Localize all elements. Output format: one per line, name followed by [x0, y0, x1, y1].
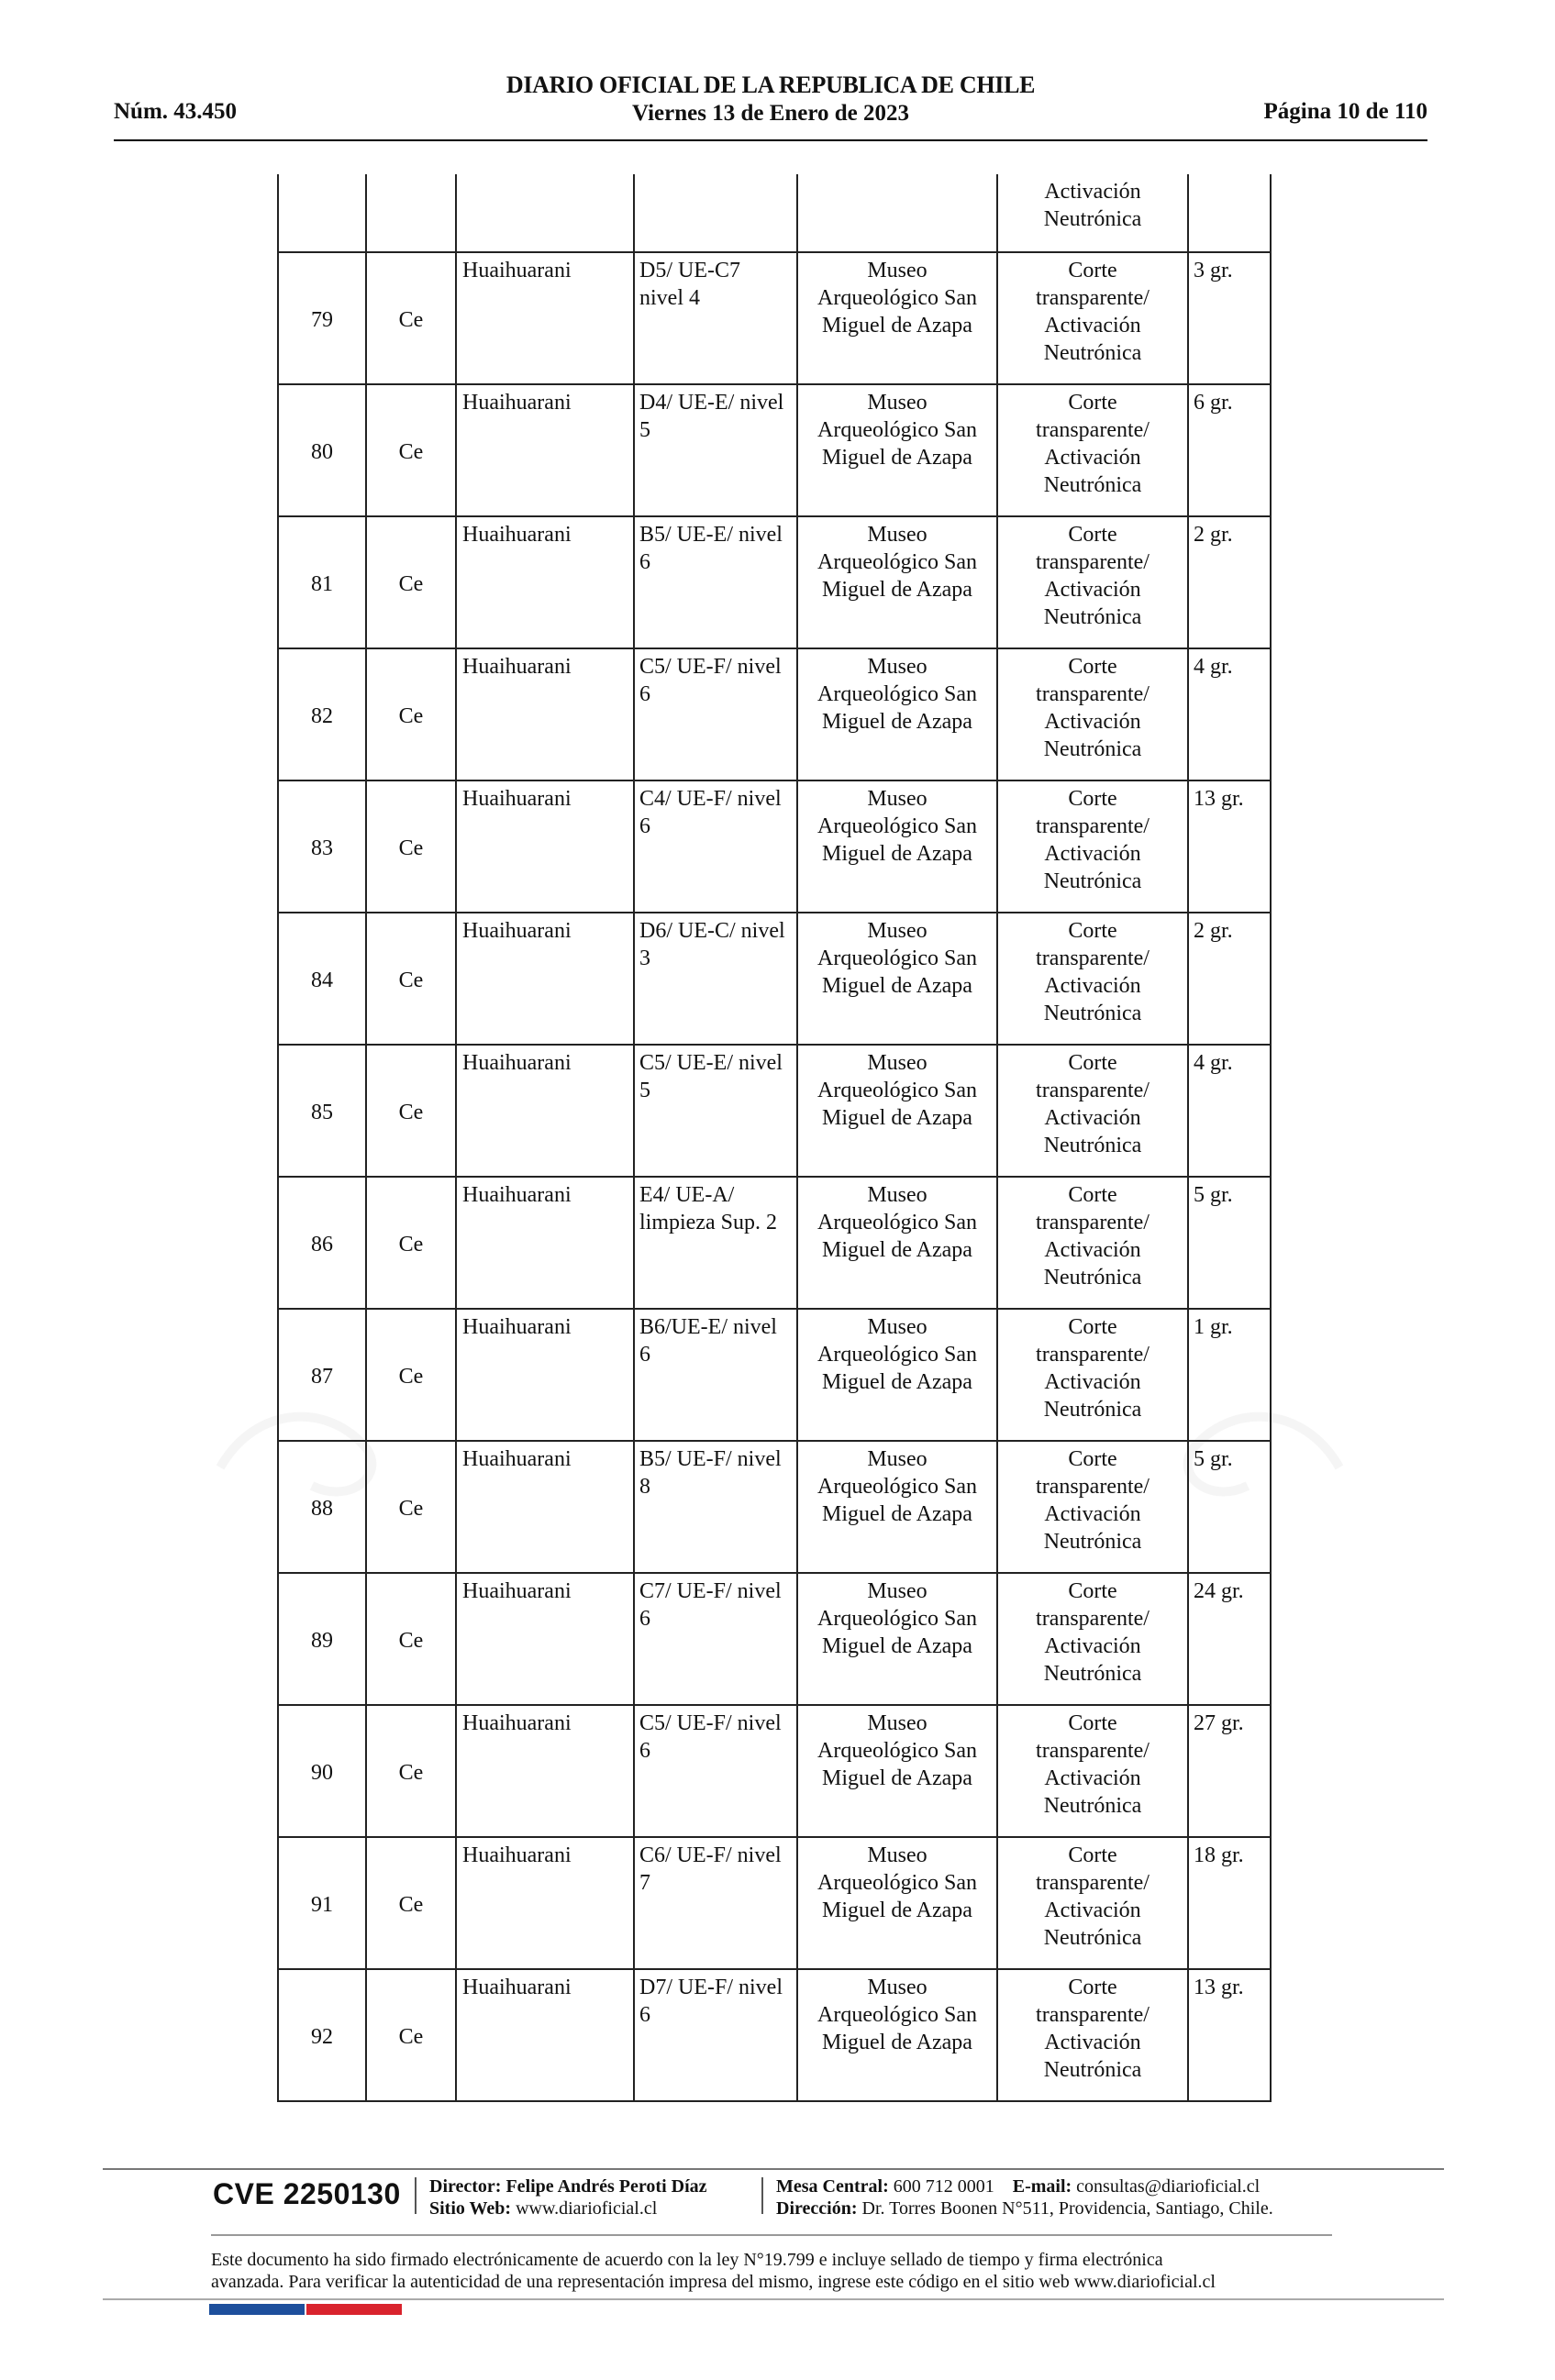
museum-line: Museo [867, 523, 927, 547]
analysis-line: Activación [1044, 446, 1141, 470]
analysis-line: Neutrónica [1043, 207, 1142, 231]
museum-cell [797, 1309, 997, 1441]
museum-line: Museo [867, 391, 927, 415]
cell [278, 174, 366, 252]
location-line: 6 [639, 1607, 650, 1631]
weight-cell: 4 gr. [1188, 648, 1271, 780]
weight-cell: 27 gr. [1188, 1705, 1271, 1837]
analysis-line: transparente/ [1036, 418, 1150, 442]
location-line: D7/ UE-F/ nivel [639, 1976, 783, 1999]
footer-separator [761, 2177, 763, 2214]
analysis-line: Activación [1044, 1898, 1141, 1922]
analysis-cell [997, 1705, 1188, 1837]
footer-top-divider [103, 2168, 1444, 2170]
analysis-line: Corte [1068, 655, 1117, 679]
analysis-cell [997, 1969, 1188, 2101]
location-cell [634, 384, 797, 516]
page-header [114, 72, 1427, 141]
row-number: 84 [278, 913, 366, 1045]
location-line: C6/ UE-F/ nivel [639, 1843, 782, 1867]
museum-line: Arqueológico San [817, 682, 977, 706]
row-number: 92 [278, 1969, 366, 2101]
weight-cell: 4 gr. [1188, 1045, 1271, 1177]
row-number: 90 [278, 1705, 366, 1837]
museum-line: Museo [867, 1315, 927, 1339]
row-number: 87 [278, 1309, 366, 1441]
cell [1188, 174, 1271, 252]
museum-line: Miguel de Azapa [822, 314, 972, 338]
site-name: Huaihuarani [456, 1177, 634, 1309]
location-cell [634, 516, 797, 648]
location-line: 7 [639, 1871, 650, 1895]
element-symbol: Ce [366, 1045, 456, 1177]
location-line: 6 [639, 1739, 650, 1763]
analysis-line: Neutrónica [1043, 2058, 1142, 2082]
location-cell [634, 913, 797, 1045]
table-row [278, 1705, 1271, 1837]
site-name: Huaihuarani [456, 1441, 634, 1573]
museum-line: Arqueológico San [817, 1343, 977, 1367]
address-label: Dirección: [776, 2198, 858, 2219]
table-row [278, 1309, 1271, 1441]
location-line: B5/ UE-E/ nivel [639, 523, 783, 547]
location-line: D6/ UE-C/ nivel [639, 919, 785, 943]
museum-cell [797, 1969, 997, 2101]
analysis-line: Neutrónica [1043, 1266, 1142, 1290]
element-symbol: Ce [366, 1441, 456, 1573]
weight-cell: 24 gr. [1188, 1573, 1271, 1705]
address-text: Dr. Torres Boonen N°511, Providencia, Santiago, Chile. [861, 2198, 1273, 2219]
museum-line: Arqueológico San [817, 1211, 977, 1234]
element-symbol: Ce [366, 516, 456, 648]
analysis-line: Corte [1068, 919, 1117, 943]
location-line: 8 [639, 1475, 650, 1499]
weight-cell: 2 gr. [1188, 516, 1271, 648]
analysis-line: Neutrónica [1043, 1662, 1142, 1686]
analysis-line: Neutrónica [1043, 473, 1142, 497]
table-row [278, 1573, 1271, 1705]
table-row [278, 1045, 1271, 1177]
director-name: Felipe Andrés Peroti Díaz [505, 2176, 707, 2197]
disclaimer-line: avanzada. Para verificar la autenticidad de una representación impresa del mismo, ingrese este código en el sitio web www.diarioficial.cl [211, 2272, 1216, 2292]
museum-line: Museo [867, 1579, 927, 1603]
analysis-line: Activación [1044, 842, 1141, 866]
museum-line: Museo [867, 1051, 927, 1075]
museum-cell [797, 516, 997, 648]
analysis-line: Neutrónica [1043, 869, 1142, 893]
analysis-line: Activación [1044, 578, 1141, 602]
location-cell [634, 1441, 797, 1573]
footer-disclaimer [211, 2249, 1349, 2293]
footer-bottom-divider [103, 2298, 1444, 2300]
row-number: 80 [278, 384, 366, 516]
analysis-line: Neutrónica [1043, 1794, 1142, 1818]
analysis-line: Activación [1044, 1238, 1141, 1262]
row-number: 81 [278, 516, 366, 648]
museum-line: Miguel de Azapa [822, 446, 972, 470]
analysis-line: transparente/ [1036, 1343, 1150, 1367]
site-name: Huaihuarani [456, 1045, 634, 1177]
museum-line: Arqueológico San [817, 2003, 977, 2027]
weight-cell: 6 gr. [1188, 384, 1271, 516]
weight-cell: 1 gr. [1188, 1309, 1271, 1441]
analysis-line: Neutrónica [1043, 341, 1142, 365]
location-line: 6 [639, 1343, 650, 1367]
museum-line: Museo [867, 259, 927, 282]
museum-line: Arqueológico San [817, 946, 977, 970]
museum-line: Miguel de Azapa [822, 1766, 972, 1790]
cell [634, 174, 797, 252]
row-number: 86 [278, 1177, 366, 1309]
disclaimer-line: Este documento ha sido firmado electrónicamente de acuerdo con la ley N°19.799 e incluye sellado de tiempo y firma electrónica [211, 2250, 1163, 2270]
element-symbol: Ce [366, 913, 456, 1045]
table-row [278, 384, 1271, 516]
phone-number: 600 712 0001 [893, 2176, 994, 2197]
table-row [278, 516, 1271, 648]
site-name: Huaihuarani [456, 516, 634, 648]
analysis-cell [997, 648, 1188, 780]
table-row [278, 1837, 1271, 1969]
location-cell [634, 648, 797, 780]
location-line: 3 [639, 946, 650, 970]
analysis-line: Corte [1068, 1579, 1117, 1603]
analysis-line: transparente/ [1036, 1739, 1150, 1763]
museum-line: Arqueológico San [817, 814, 977, 838]
location-line: C7/ UE-F/ nivel [639, 1579, 782, 1603]
location-line: C4/ UE-F/ nivel [639, 787, 782, 811]
analysis-line: transparente/ [1036, 550, 1150, 574]
site-name: Huaihuarani [456, 384, 634, 516]
weight-cell: 5 gr. [1188, 1177, 1271, 1309]
museum-line: Miguel de Azapa [822, 1370, 972, 1394]
row-number: 85 [278, 1045, 366, 1177]
museum-line: Miguel de Azapa [822, 1238, 972, 1262]
analysis-cell [997, 174, 1188, 252]
analysis-line: Corte [1068, 1976, 1117, 1999]
analysis-line: Neutrónica [1043, 1134, 1142, 1157]
analysis-line: transparente/ [1036, 814, 1150, 838]
analysis-cell [997, 1573, 1188, 1705]
location-cell [634, 1309, 797, 1441]
location-cell [634, 252, 797, 384]
museum-line: Miguel de Azapa [822, 1106, 972, 1130]
element-symbol: Ce [366, 1573, 456, 1705]
analysis-line: Neutrónica [1043, 1926, 1142, 1950]
cell [366, 174, 456, 252]
issue-number: Núm. 43.450 [114, 99, 238, 124]
element-symbol: Ce [366, 780, 456, 913]
flag-stripe-red [306, 2304, 402, 2315]
site-name: Huaihuarani [456, 1969, 634, 2101]
museum-cell [797, 1045, 997, 1177]
museum-line: Arqueológico San [817, 1871, 977, 1895]
analysis-line: transparente/ [1036, 2003, 1150, 2027]
analysis-line: transparente/ [1036, 1211, 1150, 1234]
table-row [278, 1177, 1271, 1309]
data-table [277, 174, 1272, 2102]
analysis-line: Corte [1068, 1315, 1117, 1339]
museum-line: Museo [867, 1976, 927, 1999]
site-name: Huaihuarani [456, 1309, 634, 1441]
analysis-line: Corte [1068, 259, 1117, 282]
location-line: nivel 4 [639, 286, 700, 310]
table-row-continuation [278, 174, 1271, 252]
analysis-line: Activación [1044, 1766, 1141, 1790]
museum-line: Museo [867, 1447, 927, 1471]
analysis-line: Neutrónica [1043, 1530, 1142, 1554]
web-label: Sitio Web: [429, 2198, 512, 2219]
location-cell [634, 1177, 797, 1309]
analysis-line: Activación [1044, 974, 1141, 998]
element-symbol: Ce [366, 1177, 456, 1309]
location-cell [634, 1045, 797, 1177]
weight-cell: 13 gr. [1188, 1969, 1271, 2101]
location-cell [634, 1969, 797, 2101]
location-line: 6 [639, 814, 650, 838]
analysis-line: Neutrónica [1043, 1398, 1142, 1422]
analysis-line: Activación [1044, 1106, 1141, 1130]
museum-cell [797, 1177, 997, 1309]
analysis-cell [997, 1837, 1188, 1969]
location-cell [634, 1837, 797, 1969]
analysis-line: Corte [1068, 1843, 1117, 1867]
analysis-cell [997, 516, 1188, 648]
site-name: Huaihuarani [456, 913, 634, 1045]
director-label: Director: [429, 2176, 502, 2197]
museum-line: Miguel de Azapa [822, 1502, 972, 1526]
table-row [278, 252, 1271, 384]
issue-date: Viernes 13 de Enero de 2023 [631, 101, 910, 126]
element-symbol: Ce [366, 252, 456, 384]
analysis-line: Neutrónica [1043, 605, 1142, 629]
analysis-line: Neutrónica [1043, 1002, 1142, 1025]
museum-cell [797, 648, 997, 780]
footer-director-block [429, 2175, 707, 2219]
analysis-line: Neutrónica [1043, 737, 1142, 761]
footer-mid-divider [211, 2234, 1332, 2236]
phone-label: Mesa Central: [776, 2176, 889, 2197]
weight-cell: 13 gr. [1188, 780, 1271, 913]
location-cell [634, 1705, 797, 1837]
museum-line: Museo [867, 919, 927, 943]
analysis-line: transparente/ [1036, 946, 1150, 970]
museum-line: Arqueológico San [817, 1607, 977, 1631]
location-line: B5/ UE-F/ nivel [639, 1447, 782, 1471]
museum-line: Museo [867, 1183, 927, 1207]
cell [456, 174, 634, 252]
location-line: 6 [639, 2003, 650, 2027]
weight-cell: 2 gr. [1188, 913, 1271, 1045]
analysis-line: transparente/ [1036, 1475, 1150, 1499]
museum-cell [797, 1837, 997, 1969]
page-indicator: Página 10 de 110 [1263, 99, 1427, 124]
museum-cell [797, 384, 997, 516]
row-number: 91 [278, 1837, 366, 1969]
museum-cell [797, 1441, 997, 1573]
museum-line: Museo [867, 787, 927, 811]
museum-line: Arqueológico San [817, 550, 977, 574]
location-line: C5/ UE-F/ nivel [639, 655, 782, 679]
analysis-line: Corte [1068, 1051, 1117, 1075]
analysis-cell [997, 1441, 1188, 1573]
site-name: Huaihuarani [456, 252, 634, 384]
location-line: D5/ UE-C7 [639, 259, 740, 282]
weight-cell: 3 gr. [1188, 252, 1271, 384]
location-line: limpieza Sup. 2 [639, 1211, 777, 1234]
analysis-line: Activación [1044, 1634, 1141, 1658]
museum-cell [797, 1573, 997, 1705]
cell [797, 174, 997, 252]
element-symbol: Ce [366, 1837, 456, 1969]
element-symbol: Ce [366, 1705, 456, 1837]
table-row [278, 648, 1271, 780]
museum-cell [797, 780, 997, 913]
site-name: Huaihuarani [456, 1837, 634, 1969]
analysis-line: Corte [1068, 523, 1117, 547]
museum-line: Museo [867, 655, 927, 679]
museum-line: Arqueológico San [817, 1739, 977, 1763]
museum-line: Miguel de Azapa [822, 1898, 972, 1922]
analysis-line: transparente/ [1036, 286, 1150, 310]
email-label: E-mail: [1012, 2176, 1072, 2197]
analysis-cell [997, 1309, 1188, 1441]
analysis-line: transparente/ [1036, 682, 1150, 706]
element-symbol: Ce [366, 1309, 456, 1441]
museum-line: Miguel de Azapa [822, 842, 972, 866]
museum-line: Miguel de Azapa [822, 974, 972, 998]
email-link[interactable]: consultas@diarioficial.cl [1076, 2176, 1261, 2197]
row-number: 83 [278, 780, 366, 913]
element-symbol: Ce [366, 1969, 456, 2101]
table-row [278, 780, 1271, 913]
site-name: Huaihuarani [456, 1705, 634, 1837]
newspaper-title: DIARIO OFICIAL DE LA REPUBLICA DE CHILE [505, 72, 1036, 98]
location-line: 5 [639, 418, 650, 442]
museum-cell [797, 252, 997, 384]
museum-cell [797, 1705, 997, 1837]
element-symbol: Ce [366, 648, 456, 780]
web-link[interactable]: www.diarioficial.cl [516, 2198, 658, 2219]
weight-cell: 5 gr. [1188, 1441, 1271, 1573]
analysis-line: Corte [1068, 1711, 1117, 1735]
site-name: Huaihuarani [456, 1573, 634, 1705]
site-name: Huaihuarani [456, 648, 634, 780]
analysis-line: Corte [1068, 1183, 1117, 1207]
museum-line: Arqueológico San [817, 1079, 977, 1102]
museum-line: Arqueológico San [817, 418, 977, 442]
location-line: 6 [639, 682, 650, 706]
museum-line: Miguel de Azapa [822, 2031, 972, 2054]
analysis-line: Activación [1044, 180, 1141, 204]
analysis-line: Activación [1044, 2031, 1141, 2054]
analysis-cell [997, 384, 1188, 516]
museum-line: Miguel de Azapa [822, 1634, 972, 1658]
table-row [278, 1441, 1271, 1573]
cve-code: CVE 2250130 [213, 2177, 401, 2210]
row-number: 88 [278, 1441, 366, 1573]
analysis-line: Corte [1068, 1447, 1117, 1471]
analysis-cell [997, 913, 1188, 1045]
location-line: D4/ UE-E/ nivel [639, 391, 784, 415]
location-line: C5/ UE-F/ nivel [639, 1711, 782, 1735]
location-line: C5/ UE-E/ nivel [639, 1051, 783, 1075]
footer-separator [415, 2177, 417, 2214]
masthead [114, 72, 1427, 127]
element-symbol: Ce [366, 384, 456, 516]
flag-stripe-blue [209, 2304, 305, 2315]
museum-line: Miguel de Azapa [822, 578, 972, 602]
analysis-cell [997, 1045, 1188, 1177]
analysis-line: Corte [1068, 391, 1117, 415]
analysis-line: Activación [1044, 314, 1141, 338]
row-number: 79 [278, 252, 366, 384]
museum-line: Museo [867, 1711, 927, 1735]
museum-cell [797, 913, 997, 1045]
site-name: Huaihuarani [456, 780, 634, 913]
analysis-line: Activación [1044, 1370, 1141, 1394]
table-row [278, 1969, 1271, 2101]
row-number: 89 [278, 1573, 366, 1705]
analysis-line: transparente/ [1036, 1871, 1150, 1895]
location-line: B6/UE-E/ nivel [639, 1315, 777, 1339]
museum-line: Museo [867, 1843, 927, 1867]
weight-cell: 18 gr. [1188, 1837, 1271, 1969]
analysis-cell [997, 252, 1188, 384]
location-line: 5 [639, 1079, 650, 1102]
analysis-line: Activación [1044, 710, 1141, 734]
analysis-line: transparente/ [1036, 1079, 1150, 1102]
location-cell [634, 1573, 797, 1705]
museum-line: Arqueológico San [817, 286, 977, 310]
analysis-cell [997, 780, 1188, 913]
museum-line: Miguel de Azapa [822, 710, 972, 734]
row-number: 82 [278, 648, 366, 780]
location-line: E4/ UE-A/ [639, 1183, 735, 1207]
footer-contact-block [776, 2175, 1273, 2219]
table-row [278, 913, 1271, 1045]
location-cell [634, 780, 797, 913]
analysis-line: transparente/ [1036, 1607, 1150, 1631]
location-line: 6 [639, 550, 650, 574]
museum-line: Arqueológico San [817, 1475, 977, 1499]
analysis-line: Activación [1044, 1502, 1141, 1526]
analysis-line: Corte [1068, 787, 1117, 811]
analysis-cell [997, 1177, 1188, 1309]
